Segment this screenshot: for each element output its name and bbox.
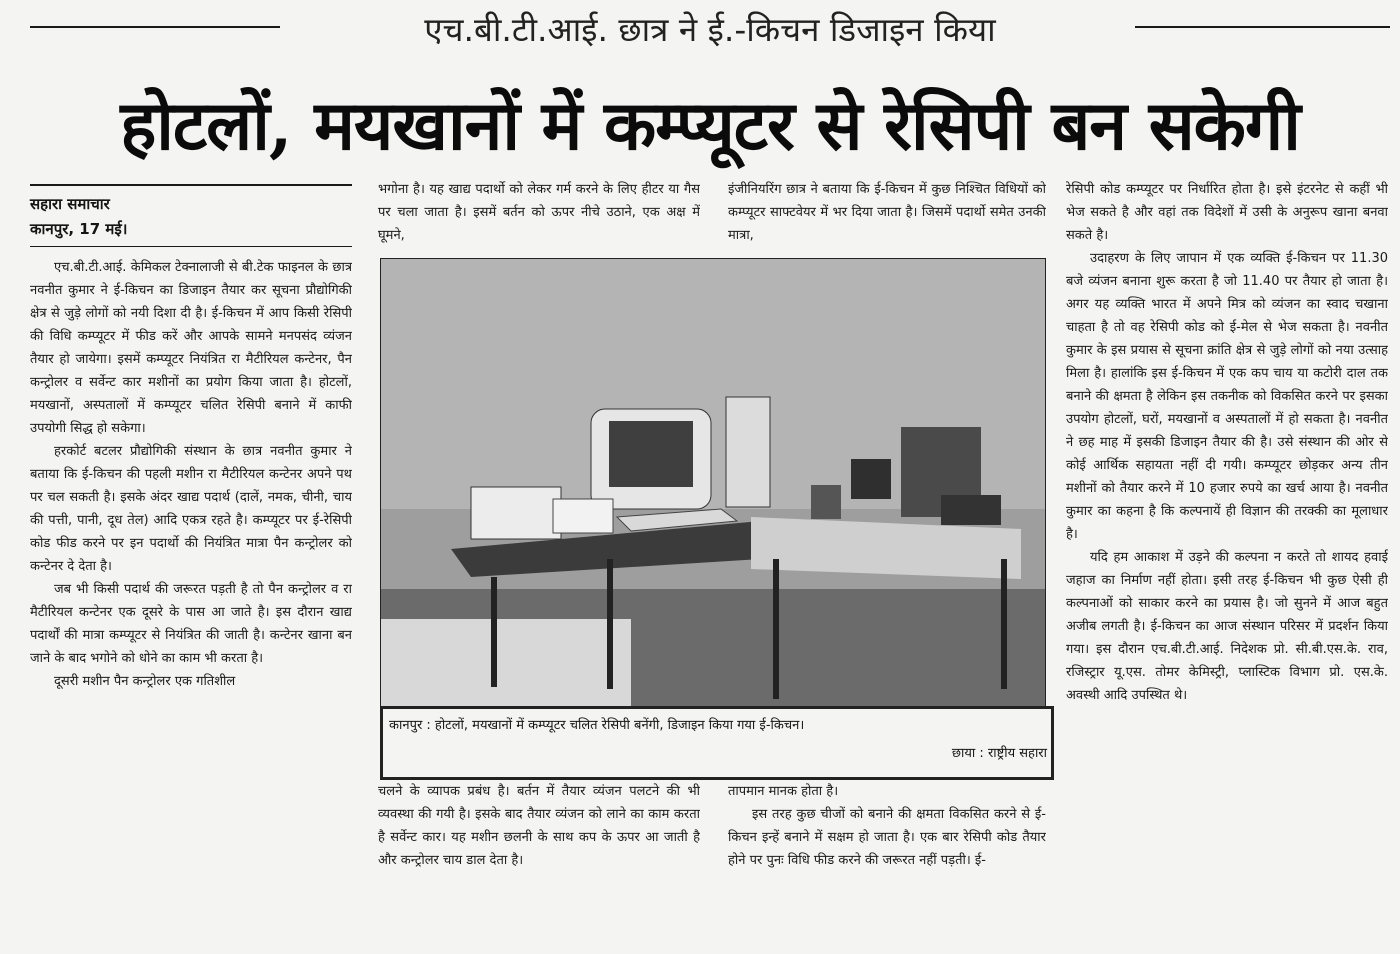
machine-1 xyxy=(851,459,891,499)
byline xyxy=(30,192,350,242)
col4-para-3: यदि हम आकाश में उड़ने की कल्पना न करते तो शायद हवाई जहाज का निर्माण नहीं होता। इसी तरह ई-किचन भी कुछ ऐसी ही कल्पनाओं को साकार करने का प्रयास है। जो सुनने में आज बहुत अजीब लगती है। ई-किचन का आज संस्थान परिसर में प्रदर्शन किया गया। इस दौरान एच.बी.टी.आई. निदेशक प्रो. सी.बी.एस.के. राव, रजिस्ट्रार यू.एस. तोमर केमिस्ट्री, प्लास्टिक विभाग प्रो. एस.के. अवस्थी आदि उपस्थित थे। xyxy=(1066,550,1388,703)
col1-para-1: एच.बी.टी.आई. केमिकल टेक्नालाजी से बी.टेक फाइनल के छात्र नवनीत कुमार ने ई-किचन का डिजाइन तैयार कर सूचना प्रौद्योगिकी क्षेत्र से जुड़े लोगों को नयी दिशा दी है। ई-किचन में आप किसी रेसिपी की विधि कम्प्यूटर में फीड करें और आपके सामने मनपसंद व्यंजन तैयार हो जायेगा। इसमें कम्प्यूटर नियंत्रित रा मैटीरियल कन्टेनर, पैन कन्ट्रोलर व सर्वेन्ट कार मशीनों का प्रयोग किया जाता है। होटलों, मयखानों, अस्पतालों में कम्प्यूटर चलित रेसिपी बनाने में काफी उपयोगी सिद्ध हो सकेगा। xyxy=(30,260,352,436)
photo-credit: छाया : राष्ट्रीय सहारा xyxy=(951,746,1047,761)
byline-rule-bottom xyxy=(30,246,352,247)
col4-para-1: रेसिपी कोड कम्प्यूटर पर निर्धारित होता है। इसे इंटरनेट से कहीं भी भेज सकते है और वहां तक विदेशों में उसी के अनुरूप खाना बनवा सकते है। xyxy=(1066,182,1388,243)
photo-e-kitchen xyxy=(380,258,1046,708)
printer xyxy=(471,487,561,539)
article-column-2-bottom xyxy=(378,780,700,900)
kicker-rule-right xyxy=(1135,26,1390,28)
col3-bottom-para-1: तापमान मानक होता है। xyxy=(728,784,839,799)
kicker-rule-left xyxy=(30,26,280,28)
kicker-heading: एच.बी.टी.आई. छात्र ने ई.-किचन डिजाइन किया xyxy=(424,10,996,49)
photo-caption-box xyxy=(380,706,1054,780)
col1-para-4: दूसरी मशीन पैन कन्ट्रोलर एक गतिशील xyxy=(54,674,236,689)
col2-top-text: भगोना है। यह खाद्य पदार्थो को लेकर गर्म करने के लिए हीटर या गैस पर चला जाता है। इसमें बर्तन को ऊपर नीचे उठाने, एक अक्ष में घूमने, xyxy=(378,182,700,243)
article-column-3-top xyxy=(728,178,1046,250)
article-column-4 xyxy=(1066,178,1388,904)
col3-bottom-para-2: इस तरह कुछ चीजों को बनाने की क्षमता विकसित करने से ई-किचन इन्हें बनाने में सक्षम हो जाता है। एक बार रेसिपी कोड तैयार होने पर पुनः विधि फीड करने की जरूरत नहीं पड़ती। ई- xyxy=(728,807,1046,868)
article-column-1 xyxy=(30,256,352,902)
col1-para-3: जब भी किसी पदार्थ की जरूरत पड़ती है तो पैन कन्ट्रोलर व रा मैटीरियल कन्टेनर एक दूसरे के पास आ जाते है। इस दौरान खाद्य पदार्थों की मात्रा कम्प्यूटर से नियंत्रित की जाती है। कन्टेनर खाना बन जाने के बाद भगोने को धोने का काम भी करता है। xyxy=(30,582,352,666)
byline-dateline: कानपुर, 17 मई। xyxy=(30,220,128,238)
col1-para-2: हरकोर्ट बटलर प्रौद्योगिकी संस्थान के छात्र नवनीत कुमार ने बताया कि ई-किचन की पहली मशीन रा मैटीरियल कन्टेनर अपने पथ पर चल सकती है। इसके अंदर खाद्य पदार्थ (दालें, नमक, चीनी, चाय की पत्ती, पानी, दूध तेल) आदि एकत्र रहते है। कम्प्यूटर पर ई-रेसिपी कोड फीड करने पर इन पदार्थो की नियंत्रित मात्रा पैन कन्ट्रोलर को कन्टेनर दे देता है। xyxy=(30,444,352,574)
bed-corner xyxy=(381,619,631,707)
col3-top-text: इंजीनियरिंग छात्र ने बताया कि ई-किचन में कुछ निश्चित विधियों को कम्प्यूटर साफ्टवेयर में भर दिया जाता है। जिसमें पदार्थो समेत उनकी मात्रा, xyxy=(728,182,1046,243)
col4-para-2: उदाहरण के लिए जापान में एक व्यक्ति ई-किचन पर 11.30 बजे व्यंजन बनाना शुरू करता है जो 11.40 पर तैयार हो जाता है। अगर यह व्यक्ति भारत में अपने मित्र को व्यंजन का स्वाद चखाना चाहता है तो वह रेसिपी कोड को ई-मेल से भेज सकता है। नवनीत कुमार के इस प्रयास से सूचना क्रांति क्षेत्र से जुड़े लोगों को नया उत्साह मिला है। हालांकि इस ई-किचन में एक कप चाय या कटोरी दाल तक बनाने की क्षमता है लेकिन इस तकनीक को विकसित करने पर इसका उपयोग होटलों, घरों, मयखानों व अस्पतालों में हो सकता है। नवनीत ने छह माह में इसकी डिजाइन तैयार की है। उसे संस्थान की ओर से कोई आर्थिक सहायता नहीं दी गयी। कम्प्यूटर छोड़कर अन्य तीन मशीनों को तैयार करने में 10 हजार रुपये का खर्च आया है। नवनीत कुमार का कहना है कि कल्पनायें ही विज्ञान की तरक्की का मूलाधार है। xyxy=(1066,251,1388,542)
col2-bottom-text: चलने के व्यापक प्रबंध है। बर्तन में तैयार व्यंजन पलटने की भी व्यवस्था की गयी है। इसके बाद तैयार व्यंजन को लाने का काम करता है सर्वेन्ट कार। यह मशीन छलनी के साथ कप के ऊपर आ जाती है और कन्ट्रोलर चाय डाल देता है। xyxy=(378,784,700,868)
headline: होटलों, मयखानों में कम्प्यूटर से रेसिपी बन सकेगी xyxy=(120,86,1300,166)
cpu-tower xyxy=(726,397,770,507)
byline-source: सहारा समाचार xyxy=(30,195,110,213)
article-column-2-top xyxy=(378,178,700,250)
byline-rule xyxy=(30,184,352,186)
photo-caption: कानपुर : होटलों, मयखानों में कम्प्यूटर चलित रेसिपी बनेंगी, डिजाइन किया गया ई-किचन। xyxy=(389,718,805,733)
photo-illustration xyxy=(381,259,1045,707)
article-column-3-bottom xyxy=(728,780,1046,900)
